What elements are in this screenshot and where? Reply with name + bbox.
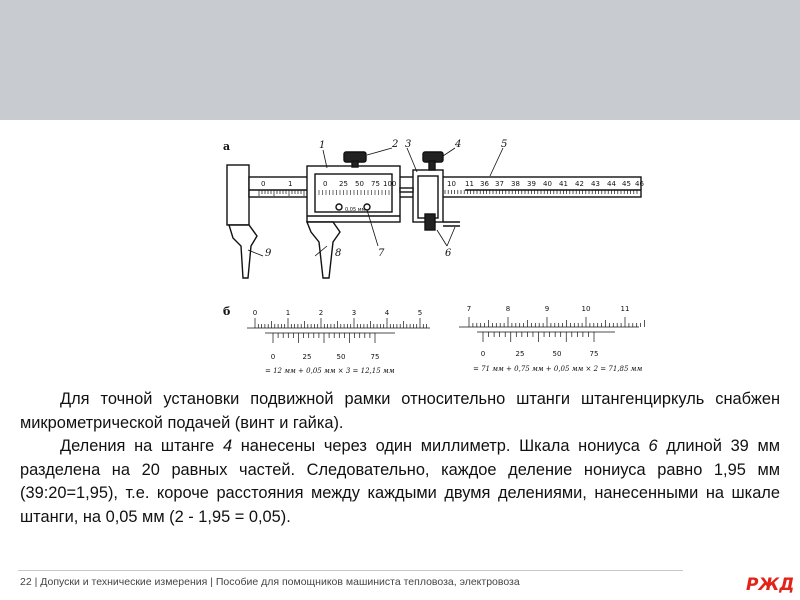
scale-b2-vernier-label: 25: [515, 350, 525, 358]
vernier-scale-example-1: [247, 318, 430, 343]
rzd-logo: [744, 571, 794, 595]
paragraph-2-part-a: Деления на штанге: [60, 437, 223, 456]
window-scale-label: 100: [383, 180, 397, 188]
scale-b2-main-label: 11: [620, 305, 630, 313]
scale-b1-vernier-label: 25: [302, 353, 312, 361]
scale-b1-main-label: 5: [417, 309, 423, 317]
scale-b2-vernier-label: 75: [589, 350, 599, 358]
bar-scale-label: 38: [511, 180, 520, 188]
body-text: [20, 388, 780, 530]
bar-scale-label: 10: [447, 180, 456, 188]
scale-b2-main-label: 7: [466, 305, 472, 313]
bar-scale-label: 37: [495, 180, 504, 188]
paragraph-2-part-b: нанесены через один миллиметр. Шкала нониуса: [232, 437, 649, 456]
bar-scale-label: 43: [591, 180, 600, 188]
scale-b1-main-label: 3: [351, 309, 357, 317]
footer-section: Допуски и технические измерения: [40, 576, 208, 588]
scale-b1-vernier-label: 0: [270, 353, 276, 361]
footer-separator: |: [207, 576, 216, 588]
scale-b2-formula: = 71 мм + 0,75 мм + 0,05 мм × 2 = 71,85 мм: [473, 365, 643, 373]
scale-b1-main-label: 1: [285, 309, 291, 317]
scale-b2-vernier-label: 50: [552, 350, 562, 358]
bar-scale-label: 40: [543, 180, 552, 188]
bar-scale-label: 44: [607, 180, 616, 188]
window-unit-label: 0,05 мм: [345, 207, 366, 213]
callout-7: 7: [378, 248, 385, 259]
scale-b1-main-label: 4: [384, 309, 390, 317]
vernier-reference-number: 6: [648, 437, 658, 456]
bar-scale-label: 42: [575, 180, 584, 188]
panel-a-label: а: [223, 140, 231, 153]
footer-divider: [18, 570, 683, 571]
scale-b1-vernier-label: 50: [336, 353, 346, 361]
window-scale-label: 50: [355, 180, 364, 188]
bar-scale-label: 46: [635, 180, 644, 188]
callout-9: 9: [265, 248, 272, 259]
panel-b-label: б: [223, 305, 231, 318]
callout-2: 2: [392, 139, 399, 150]
scale-b1-main-label: 0: [252, 309, 258, 317]
callout-6: 6: [445, 248, 452, 259]
bar-scale-label: 41: [559, 180, 568, 188]
paragraph-2: [20, 435, 780, 529]
paragraph-2-part-c: длиной 39 мм разделена на 20 равных частей. Следовательно, каждое деление нониуса равно 1,95 мм (39:20=1,95), т.е. короче расстояния между каждыми двумя делениями, нанесенными на шкале штанги, на 0,05 мм (2 - 1,95 = 0,05).: [20, 437, 780, 526]
scale-b1-formula: = 12 мм + 0,05 мм × 3 = 12,15 мм: [265, 367, 395, 375]
callout-5: 5: [501, 139, 508, 150]
window-scale-label: 0: [323, 180, 328, 188]
bar-scale-label: 39: [527, 180, 536, 188]
footer-separator: |: [31, 576, 41, 588]
rzd-logo-text: РЖД: [746, 575, 794, 595]
window-scale-label: 25: [339, 180, 348, 188]
footer: [20, 576, 520, 588]
bar-reference-number: 4: [222, 437, 233, 456]
callout-1: 1: [319, 140, 326, 151]
callout-3: 3: [405, 139, 412, 150]
callout-4: 4: [455, 139, 462, 150]
page-number: 22: [20, 576, 32, 588]
bar-scale-label: 1: [288, 180, 293, 188]
callout-8: 8: [335, 248, 342, 259]
window-scale-label: 75: [371, 180, 380, 188]
bar-scale-label: 0: [261, 180, 266, 188]
scale-b1-vernier-label: 75: [370, 353, 380, 361]
header-band: [0, 0, 800, 120]
caliper-drawing: [227, 152, 641, 278]
scale-b2-main-label: 10: [581, 305, 591, 313]
vernier-scale-example-2: [459, 317, 645, 342]
scale-b2-main-label: 8: [505, 305, 511, 313]
footer-manual-title: Пособие для помощников машиниста тепловоза, электровоза: [215, 576, 520, 588]
scale-b2-main-label: 9: [544, 305, 550, 313]
bar-scale-label: 11: [465, 180, 474, 188]
bar-scale-label: 36: [480, 180, 489, 188]
scale-b2-vernier-label: 0: [480, 350, 486, 358]
paragraph-1: Для точной установки подвижной рамки относительно штанги штангенциркуль снабжен микрометрической подачей (винт и гайка).: [20, 390, 780, 432]
vernier-window-ticks: [319, 190, 389, 195]
bar-scale-label: 45: [622, 180, 631, 188]
caliper-figure: [215, 128, 645, 388]
scale-b1-main-label: 2: [318, 309, 324, 317]
